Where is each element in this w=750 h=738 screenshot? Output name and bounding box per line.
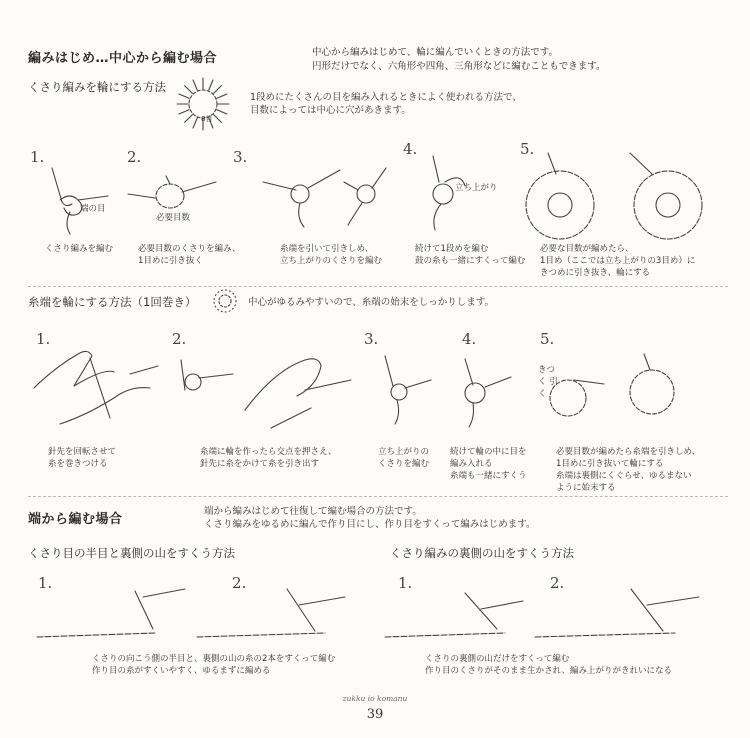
step-number: 4. <box>462 330 477 348</box>
section-title-center: 編みはじめ…中心から編む場合 <box>28 51 218 66</box>
step-caption: 糸端に輪を作ったら交点を押さえ、 針先に糸をかけて糸を引き出す <box>200 447 337 469</box>
subsection-yarn-ring: 糸端を輪にする方法（1回巻き） <box>28 295 197 309</box>
diagram-spoke <box>214 115 222 123</box>
section-title-edge: 端から編む場合 <box>28 512 123 527</box>
diagram-spoke <box>193 118 197 128</box>
subsection-chain-ring: くさり編みを輪にする方法 <box>28 80 166 94</box>
footer-brand: zukku io komanu <box>342 694 408 703</box>
diagram-spoke <box>179 110 189 114</box>
diagram-spoke <box>209 80 213 90</box>
yarn-ring-diagram-icon <box>212 288 238 314</box>
edge-intro-line-2: くさり編みをゆるめに編んで作り目にし、作り目をすくって編みはじめます。 <box>204 519 536 530</box>
step-number: 5. <box>540 330 555 348</box>
section-intro-line-2: 円形だけでなく、六角形や四角、三角形などに編むこともできます。 <box>312 61 606 72</box>
diagram-stitch-count: 8目 <box>201 115 213 123</box>
step-caption: 必要目数が編めたら糸端を引きしめ、 1目めに引き抜いて輪にする 糸端は裏側にくぐらせ、ゆるまない ように始末する <box>556 447 701 493</box>
step-label-pull-tight: きつく 引く <box>538 365 558 399</box>
page-number: 39 <box>366 707 384 722</box>
step-caption: 必要目数のくさりを編み、 1目めに引き抜く <box>138 244 241 266</box>
step-number: 1. <box>36 330 51 348</box>
step-number: 5. <box>520 140 535 158</box>
step-caption: 針先を回転させて 糸を巻きつける <box>48 447 117 469</box>
chain-ring-note-2: 目数によっては中心に穴があきます。 <box>250 105 411 116</box>
step-number: 3. <box>364 330 379 348</box>
diagram-spoke <box>185 86 193 94</box>
subsection-back-bump: くさり編みの裏側の山をすくう方法 <box>390 546 574 560</box>
loop-pull-illustration <box>175 350 355 430</box>
finished-rounds-illustration <box>520 150 730 245</box>
step-caption: 続けて輪の中に目を 編み入れる 糸端も一緒にすくう <box>450 447 527 481</box>
step-number: 2. <box>232 574 247 592</box>
step-caption: 続けて1段めを編む 鼓の糸も一緒にすくって編む <box>415 244 526 266</box>
section-divider <box>28 496 728 497</box>
step-number: 3. <box>233 148 248 166</box>
step-number: 2. <box>550 574 565 592</box>
method-caption-left: くさりの向こう側の半目と、裏側の山の糸の2本をすくって編む 作り目の糸がすくいやすく、ゆるまずに編める <box>92 654 336 676</box>
diagram-spoke <box>179 94 189 98</box>
step-label-required-count: 必要目数 <box>156 213 191 223</box>
diagram-spoke <box>217 110 227 114</box>
method-caption-right: くさりの裏側の山だけをすくって編む 作り目のくさりがそのまま生かされ、編み上がりがきれいになる <box>425 654 673 676</box>
step-number: 2. <box>127 148 142 166</box>
step-caption: 立ち上がりの くさりを編む <box>378 447 430 469</box>
diagram-spoke <box>185 115 193 123</box>
step-caption: くさり編みを編む <box>45 244 114 254</box>
work-into-ring-illustration <box>455 355 515 430</box>
step-caption: 糸端を引いて引きしめ、 立ち上がりのくさりを編む <box>280 244 383 266</box>
diagram-spoke <box>214 86 222 94</box>
tighten-ring-illustration <box>540 350 680 430</box>
hand-wrap-illustration <box>30 338 160 428</box>
step-caption: 必要な目数が編めたら、 1目め（ここでは立ち上がりの3目め）に きつめに引き抜き、輪にする <box>540 244 696 278</box>
ring-tighten-illustration <box>258 162 388 232</box>
section-intro-line-1: 中心から編みはじめて、輪に編んでいくときの方法です。 <box>312 47 559 58</box>
step-label-end-stitch: 端の目 <box>80 204 106 214</box>
turning-chain-illustration <box>375 352 435 427</box>
yarn-ring-note: 中心がゆるみやすいので、糸端の始末をしっかりします。 <box>248 297 495 308</box>
diagram-spoke <box>217 94 227 98</box>
chain-ring-note-1: 1段めにたくさんの目を編み入れるときによく使われる方法で、 <box>250 92 522 103</box>
section-divider <box>28 286 728 287</box>
foundation-chain-illustrations <box>35 585 735 645</box>
edge-intro-line-1: 端から編みはじめて往復して編む場合の方法です。 <box>204 506 422 517</box>
step-number: 1. <box>30 148 45 166</box>
diagram-spoke <box>193 80 197 90</box>
subsection-half-loop: くさり目の半目と裏側の山をすくう方法 <box>28 546 235 560</box>
step-number: 2. <box>172 330 187 348</box>
step-number: 4. <box>403 140 418 158</box>
chain-ring-diagram-icon <box>175 76 233 134</box>
step-number: 1. <box>398 574 413 592</box>
step-label-turning-chain: 立ち上がり <box>455 183 498 193</box>
step-number: 1. <box>38 574 53 592</box>
hook-chain-illustration <box>40 160 110 235</box>
